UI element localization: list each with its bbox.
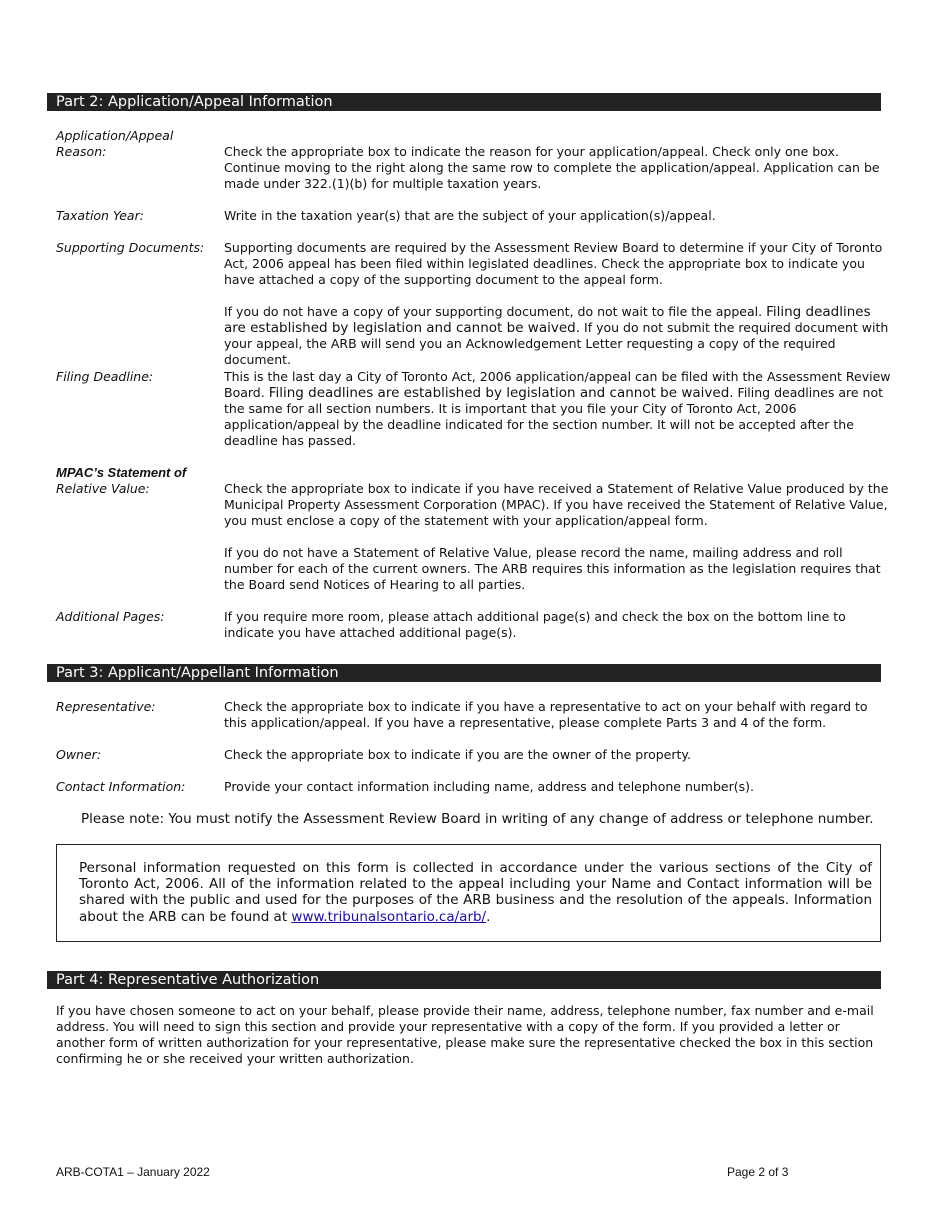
- privacy-notice-text: [79, 860, 872, 925]
- filing-deadline-text-b: Filing deadlines are established by legislation and cannot be waived.: [268, 385, 734, 402]
- mpac-label: [56, 465, 221, 497]
- part4-header: Part 4: Representative Authorization: [47, 971, 881, 989]
- supporting-text2-a: If you do not have a copy of your supporting document, do not wait to file the appeal.: [224, 304, 767, 319]
- reason-text: Check the appropriate box to indicate the reason for your application/appeal. Check only one box. Continue moving to the right along the same row to complete the application/appeal. Application can be made under 322.(1)(b) for multiple taxation years.: [224, 144, 880, 192]
- additional-pages-text: If you require more room, please attach additional page(s) and check the box on the bottom line to indicate you have attached additional page(s).: [224, 609, 846, 641]
- representative-label: Representative:: [56, 699, 156, 714]
- mpac-text2: If you do not have a Statement of Relative Value, please record the name, mailing address and roll number for each of the current owners. The ARB requires this information as the legislation requires that the Board send Notices of Hearing to all parties.: [224, 545, 881, 593]
- mpac-label-line1: MPAC’s Statement of: [56, 465, 187, 480]
- part2-header: Part 2: Application/Appeal Information: [47, 93, 881, 111]
- mpac-text1: Check the appropriate box to indicate if you have received a Statement of Relative Value produced by the Municipal Property Assessment Corporation (MPAC). If you have received the Statement of Relative Value, you must enclose a copy of the statement with your application/appeal form.: [224, 481, 889, 529]
- contact-label: Contact Information:: [56, 779, 186, 794]
- page-number: Page 2 of 3: [727, 1165, 789, 1179]
- part4-text: If you have chosen someone to act on your behalf, please provide their name, address, telephone number, fax number and e-mail address. You will need to sign this section and provide your representative with a copy of the form. If you provided a letter or another form of written authorization for your representative, please make sure the representative checked the box in this section confirming he or she received your written authorization.: [56, 1003, 874, 1067]
- supporting-text2-c: If you do not submit the required document with your appeal, the ARB will send you an Acknowledgement Letter requesting a copy of the required document.: [224, 320, 889, 368]
- taxation-year-label: Taxation Year:: [56, 208, 144, 223]
- contact-text: Provide your contact information including name, address and telephone number(s).: [224, 779, 754, 794]
- additional-pages-label: Additional Pages:: [56, 609, 165, 624]
- owner-label: Owner:: [56, 747, 102, 762]
- supporting-documents-label: Supporting Documents:: [56, 240, 205, 255]
- privacy-end: .: [486, 908, 491, 925]
- reason-label-line1: Application/Appeal: [56, 128, 174, 143]
- filing-deadline-emphasis: Filing deadlines are established by legislation and cannot be waived.: [224, 304, 871, 337]
- filing-deadline-text-c: Filing deadlines are not the same for all section numbers. It is important that you file your City of Toronto Act, 2006 application/appeal by the deadline indicated for the section number. It will not be accepted after the deadline has passed.: [224, 385, 883, 449]
- privacy-notice-box: [56, 844, 881, 942]
- supporting-documents-text2: [224, 304, 892, 368]
- mpac-label-line2: Relative Value:: [56, 481, 150, 496]
- filing-deadline-text-a: This is the last day a City of Toronto Act, 2006 application/appeal can be filed with the Assessment Review Board.: [224, 369, 891, 401]
- address-change-note: Please note: You must notify the Assessment Review Board in writing of any change of address or telephone number.: [81, 811, 874, 827]
- arb-website-link[interactable]: www.tribunalsontario.ca/arb/: [291, 908, 487, 925]
- supporting-documents-text1: Supporting documents are required by the Assessment Review Board to determine if your City of Toronto Act, 2006 appeal has been filed within legislated deadlines. Check the appropriate box to indicate you have attached a copy of the supporting document to the appeal form.: [224, 240, 883, 288]
- form-id: ARB-COTA1 – January 2022: [56, 1165, 210, 1179]
- privacy-text: Personal information requested on this form is collected in accordance under the various sections of the City of Toronto Act, 2006. All of the information related to the appeal including your Name and Contact information will be shared with the public and used for the purposes of the ARB business and the resolution of the appeals. Information about the ARB can be found at: [79, 860, 872, 925]
- filing-deadline-label: Filing Deadline:: [56, 369, 154, 384]
- part3-header: Part 3: Applicant/Appellant Information: [47, 664, 881, 682]
- owner-text: Check the appropriate box to indicate if you are the owner of the property.: [224, 747, 691, 762]
- taxation-year-text: Write in the taxation year(s) that are the subject of your application(s)/appeal.: [224, 208, 716, 223]
- filing-deadline-text: [224, 369, 892, 449]
- representative-text: Check the appropriate box to indicate if you have a representative to act on your behalf with regard to this application/appeal. If you have a representative, please complete Parts 3 and 4 of the form.: [224, 699, 868, 731]
- reason-label-line2: Reason:: [56, 144, 107, 159]
- reason-label: [56, 128, 221, 160]
